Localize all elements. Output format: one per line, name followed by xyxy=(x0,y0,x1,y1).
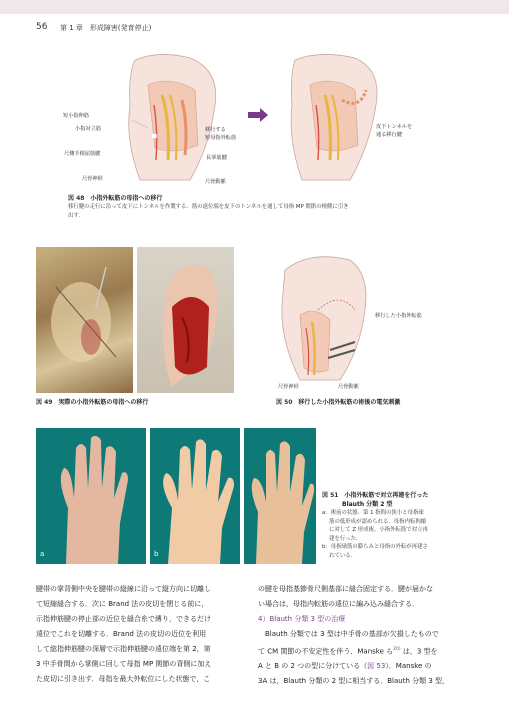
caption-number: 図 49 xyxy=(36,399,53,406)
label-transferred-adm: 移行した小指外転筋 xyxy=(375,313,422,319)
figure-48-caption xyxy=(68,193,162,202)
desc-line: 出す． xyxy=(68,212,84,219)
body-line: して総指伸筋腱の深層で示指伸筋腱の遠位端を第 2，第 xyxy=(36,645,211,653)
section-heading: 4）Blauth 分類 3 型の治療 xyxy=(258,615,346,623)
caption-number: 図 50 xyxy=(276,399,293,406)
hand-before xyxy=(129,54,216,180)
caption-number: 図 48 xyxy=(68,195,85,202)
body-line: 3 中手骨間から掌側に回して母指 MP 関節の背側に加え xyxy=(36,660,212,668)
body-line: い場合は，母指内転筋の遠位に編み込み縫合する． xyxy=(258,600,419,608)
caption-title: 実際の小指外転筋の母指への移行 xyxy=(58,399,149,406)
body-line: 遠位でこれを切離する．Brand 法の皮切の近位を利用 xyxy=(36,630,207,638)
figure-50-caption xyxy=(276,397,400,406)
hand-palm-graphic xyxy=(244,428,316,564)
body-line xyxy=(258,642,474,659)
caption-title: 小指外転筋で対立再建を行った xyxy=(344,492,429,499)
body-column-right xyxy=(258,582,474,689)
figure-50-illustration xyxy=(270,250,380,385)
label-ulnar-artery-50: 尺骨動脈 xyxy=(338,384,359,390)
body-line: て短縮縫合する．次に Brand 法の皮切を閉じる前に， xyxy=(36,600,209,608)
body-line: Blauth 分類では 3 型は中手骨の基部が欠損したもので xyxy=(258,630,439,638)
figure-48-illustration xyxy=(70,50,450,190)
surgical-field-graphic xyxy=(36,247,133,393)
desc-line: a：術前の状態．第 1 指間の狭小と母指球 xyxy=(322,510,424,516)
body-text: A と B の 2 つの型に分けている（ xyxy=(258,662,368,671)
figure-48-description xyxy=(68,203,448,220)
fig51-photo-c xyxy=(244,428,316,564)
hand-palm-graphic xyxy=(150,428,240,564)
desc-line: れている． xyxy=(322,552,357,559)
label-opponens-digiti-minimi: 小指対立筋 xyxy=(75,126,101,132)
body-text: は，3 型を xyxy=(400,647,438,656)
caption-title: 移行した小指外転筋の術後の電気刺激 xyxy=(298,399,401,406)
label-apb: 短母指外転筋 xyxy=(205,135,237,141)
body-line: 腱帯の掌背側中央を腱帯の縦線に沿って縦方向に切離し xyxy=(36,585,211,593)
label-transferred: 移行する xyxy=(205,127,226,133)
body-line: た皮切に引き出す．母指を最大外転位にした状態で，こ xyxy=(36,675,211,683)
fig51-photo-a xyxy=(36,428,146,564)
transition-arrow xyxy=(248,108,268,122)
body-line: 示指伸筋腱の停止部の近位を縫合糸で縛り，できるだけ xyxy=(36,615,211,623)
label-transferred-tendon: 通る移行腱 xyxy=(376,132,402,138)
chapter-header: 第 1 章 形成障害(発育停止) xyxy=(60,24,152,32)
figure-51-caption-line2: Blauth 分類 2 型 xyxy=(342,501,393,508)
label-ulnar-nerve: 尺骨神経 xyxy=(82,176,103,182)
label-abductor-digiti-minimi-brevis: 短小指伸筋 xyxy=(63,113,89,119)
label-ulnar-artery: 尺骨動脈 xyxy=(205,179,226,185)
body-line: の腱を母指基節骨尺側基部に縫合固定する．腱が届かな xyxy=(258,585,433,593)
body-line xyxy=(258,659,474,674)
hand-incision-graphic xyxy=(137,247,234,393)
photo-label-a: a xyxy=(40,550,45,558)
body-text: て CM 関節の不安定性を伴う．Manske ら xyxy=(258,647,394,656)
fig51-photo-b xyxy=(150,428,240,564)
caption-title: 小指外転筋の母指への移行 xyxy=(90,195,163,202)
hand-after xyxy=(291,54,377,180)
fig49-photo-right xyxy=(137,247,234,393)
hand-palm-graphic xyxy=(36,428,146,564)
desc-line: 筋の低形成が認められる．母指内転拘縮 xyxy=(322,518,427,525)
citation-ref: 20) xyxy=(393,647,401,652)
desc-line: に対して Z 形成術，小指外転筋で対立再 xyxy=(322,527,428,534)
caption-number: 図 51 xyxy=(322,492,339,499)
body-column-left xyxy=(36,582,248,687)
fig49-photo-left xyxy=(36,247,133,393)
label-ulnar-nerve-50: 尺骨神経 xyxy=(278,384,299,390)
desc-line: b：母指球筋の膨らみと母指の外転が再建さ xyxy=(322,544,428,551)
figure-49-caption xyxy=(36,397,148,406)
figure-ref-53[interactable]: 図 53 xyxy=(367,662,386,671)
label-fcu-tendon: 尺側手根屈筋腱 xyxy=(64,151,101,157)
label-palmaris-longus: 長掌筋腱 xyxy=(206,155,227,161)
desc-line: 移行腱の走行に沿って皮下にトンネルを作製する．筋の遠位端を皮下のトンネルを通して母指 MP 関節の橈側に引き xyxy=(68,204,349,210)
figure-51-description xyxy=(322,509,472,561)
page-number: 56 xyxy=(36,22,48,32)
desc-line: 建を行った． xyxy=(322,535,362,542)
figure-51-caption xyxy=(322,490,428,499)
body-line: 3A は，Blauth 分類の 2 型に相当する．Blauth 分類 3 型， xyxy=(258,677,450,686)
label-subcutaneous-tunnel: 皮下トンネルを xyxy=(376,124,413,130)
top-band xyxy=(0,0,509,14)
body-text: ）．Manske の xyxy=(385,662,432,671)
photo-label-b: b xyxy=(154,550,159,558)
